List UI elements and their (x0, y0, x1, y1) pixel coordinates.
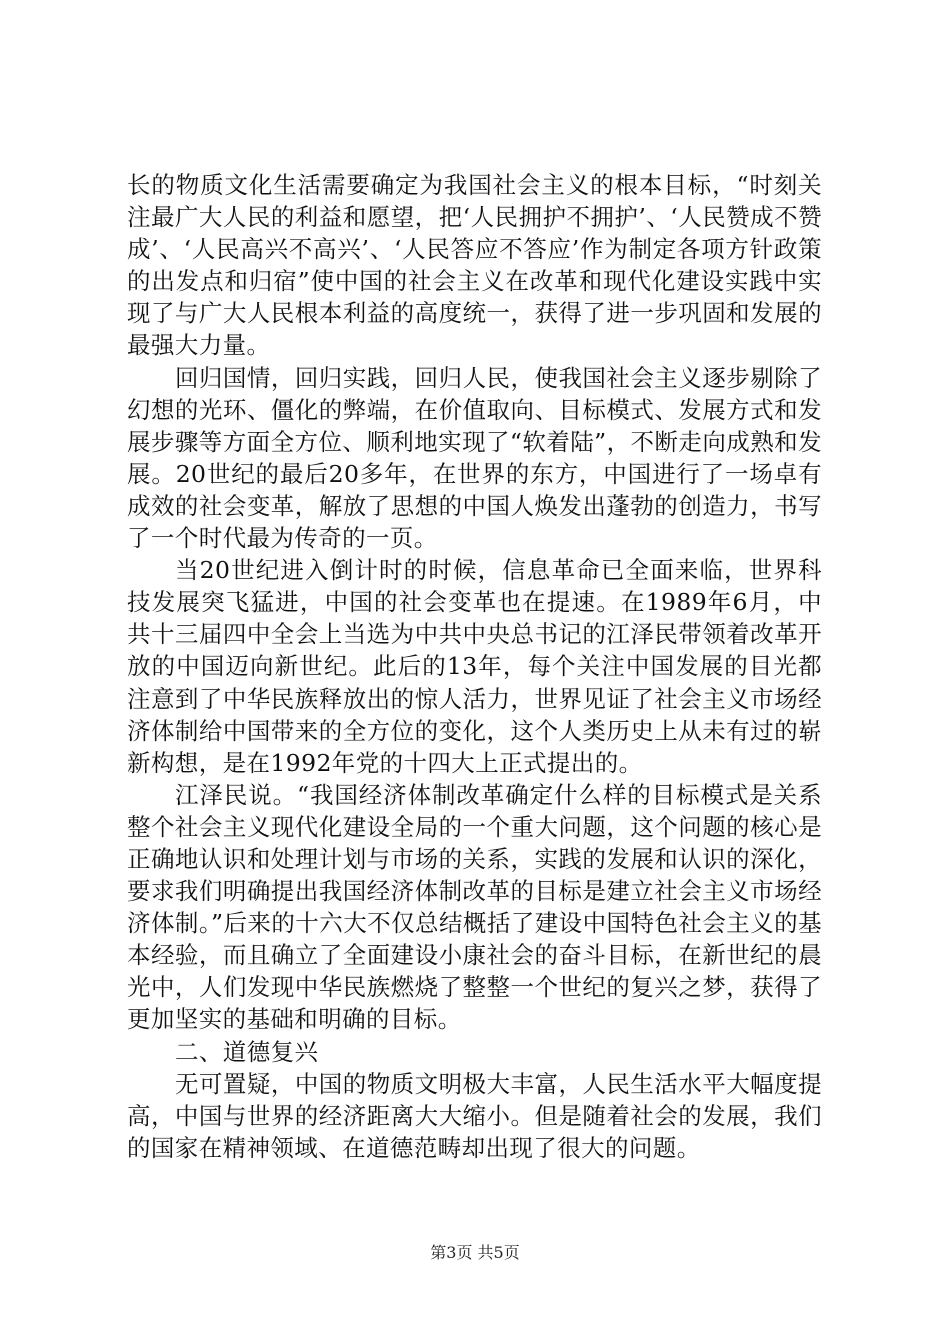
section-heading: 二、道德复兴 (175, 1037, 319, 1066)
body-paragraph-4: 江泽民说。“我国经济体制改革确定什么样的目标模式是关系整个社会主义现代化建设全局的一个重大问题，这个问题的核心是正确地认识和处理计划与市场的关系，实践的发展和认识的深化，要求我们明确提出我国经济体制改革的目标是建立社会主义市场经济体制。”后来的十六大不仅总结概括了建设中国特色社会主义的基本经验，而且确立了全面建设小康社会的奋斗目标，在新世纪的晨光中，人们发现中华民族燃烧了整整一个世纪的复兴之梦，获得了更加坚实的基础和明确的目标。 (127, 780, 822, 1034)
body-paragraph-5: 无可置疑，中国的物质文明极大丰富，人民生活水平大幅度提高，中国与世界的经济距离大大缩小。但是随着社会的发展，我们的国家在精神领域、在道德范畴却出现了很大的问题。 (127, 1069, 822, 1162)
body-paragraph-2: 回归国情，回归实践，回归人民，使我国社会主义逐步剔除了幻想的光环、僵化的弊端，在价值取向、目标模式、发展方式和发展步骤等方面全方位、顺利地实现了“软着陆”，不断走向成熟和发展。20世纪的最后20多年，在世界的东方，中国进行了一场卓有成效的社会变革，解放了思想的中国人焕发出蓬勃的创造力，书写了一个时代最为传奇的一页。 (127, 363, 822, 553)
body-paragraph-3: 当20世纪进入倒计时的时候，信息革命已全面来临，世界科技发展突飞猛进，中国的社会变革也在提速。在1989年6月，中共十三届四中全会上当选为中共中央总书记的江泽民带领着改革开放的中国迈向新世纪。此后的13年，每个关注中国发展的目光都注意到了中华民族释放出的惊人活力，世界见证了社会主义市场经济体制给中国带来的全方位的变化，这个人类历史上从未有过的崭新构想，是在1992年党的十四大上正式提出的。 (127, 556, 822, 777)
page-footer: 第3页 共5页 (430, 1243, 520, 1262)
document-body (127, 169, 822, 1164)
body-paragraph-1: 长的物质文化生活需要确定为我国社会主义的根本目标，“时刻关注最广大人民的利益和愿望，把‘人民拥护不拥护’、‘人民赞成不赞成’、‘人民高兴不高兴’、‘人民答应不答应’作为制定各项方针政策的出发点和归宿”使中国的社会主义在改革和现代化建设实践中实现了与广大人民根本利益的高度统一，获得了进一步巩固和发展的最强大力量。 (127, 171, 822, 360)
